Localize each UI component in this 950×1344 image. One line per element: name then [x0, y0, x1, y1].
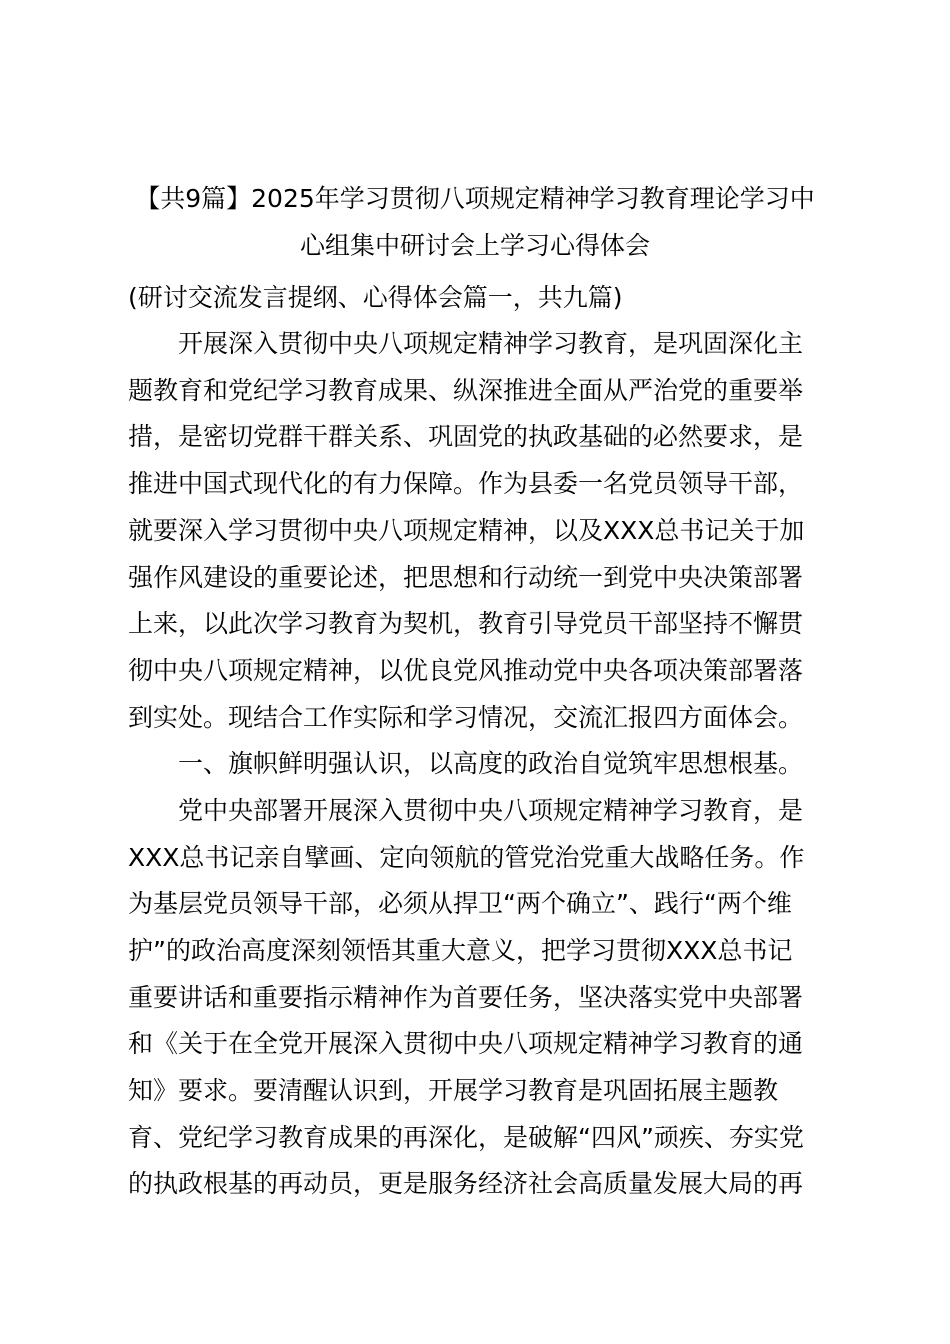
document-title-line-1: 【共9篇】2025年学习贯彻八项规定精神学习教育理论学习中	[135, 184, 815, 213]
paragraph-2-line-4: 护”的政治高度深刻领悟其重大意义，把学习贯彻XXX总书记	[128, 936, 793, 965]
paragraph-2-line-3: 为基层党员领导干部，必须从捍卫“两个确立”、践行“两个维	[128, 889, 792, 918]
paragraph-1-line-8: 彻中央八项规定精神，以优良党风推动党中央各项决策部署落	[128, 656, 804, 685]
paragraph-2-line-9: 的执政根基的再动员，更是服务经济社会高质量发展大局的再	[128, 1169, 804, 1198]
paragraph-2-line-6: 和《关于在全党开展深入贯彻中央八项规定精神学习教育的通	[128, 1029, 804, 1058]
paragraph-2-line-7: 知》要求。要清醒认识到，开展学习教育是巩固拓展主题教	[128, 1076, 779, 1105]
paragraph-2-line-8: 育、党纪学习教育成果的再深化，是破解“四风”顽疾、夯实党	[128, 1123, 804, 1152]
paragraph-1-line-5: 就要深入学习贯彻中央八项规定精神，以及XXX总书记关于加	[128, 516, 805, 545]
paragraph-2-line-2: XXX总书记亲自擘画、定向领航的管党治党重大战略任务。作	[128, 843, 805, 872]
paragraph-1-line-1: 开展深入贯彻中央八项规定精神学习教育，是巩固深化主	[178, 329, 804, 358]
document-title-line-2: 心组集中研讨会上学习心得体会	[299, 231, 650, 260]
paragraph-1-line-9: 到实处。现结合工作实际和学习情况，交流汇报四方面体会。	[128, 703, 804, 732]
paragraph-1-line-2: 题教育和党纪学习教育成果、纵深推进全面从严治党的重要举	[128, 376, 804, 405]
document-subtitle: (研讨交流发言提纲、心得体会篇一，共九篇)	[128, 283, 623, 312]
paragraph-1-line-4: 推进中国式现代化的有力保障。作为县委一名党员领导干部，	[128, 469, 804, 498]
paragraph-1-line-3: 措，是密切党群干群关系、巩固党的执政基础的必然要求，是	[128, 422, 804, 451]
section-heading-1: 一、旗帜鲜明强认识，以高度的政治自觉筑牢思想根基。	[178, 749, 804, 778]
paragraph-2-line-5: 重要讲话和重要指示精神作为首要任务，坚决落实党中央部署	[128, 983, 804, 1012]
paragraph-2-line-1: 党中央部署开展深入贯彻中央八项规定精神学习教育，是	[178, 796, 804, 825]
paragraph-1-line-6: 强作风建设的重要论述，把思想和行动统一到党中央决策部署	[128, 563, 804, 592]
paragraph-1-line-7: 上来，以此次学习教育为契机，教育引导党员干部坚持不懈贯	[128, 609, 804, 638]
